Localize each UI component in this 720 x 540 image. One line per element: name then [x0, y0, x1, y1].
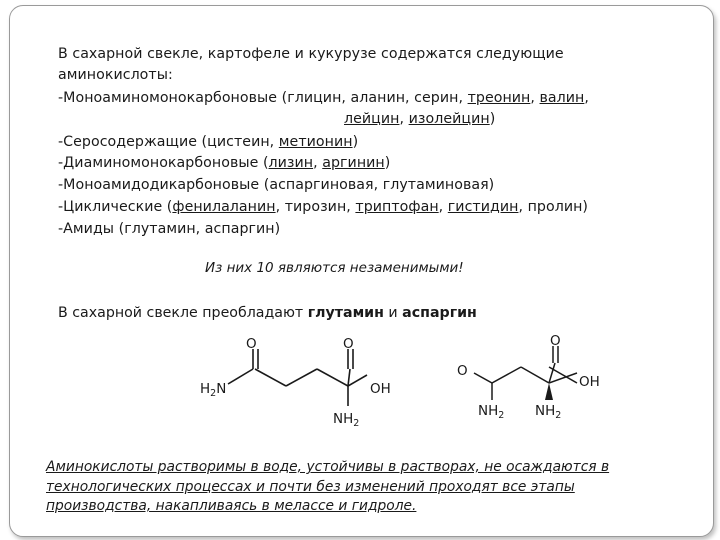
group-text: ,: [530, 90, 540, 106]
essential-isoleucine: изолейцин: [408, 111, 490, 127]
essential-threonine: треонин: [467, 90, 531, 106]
conclusion-line1: Аминокислоты растворимы в воде, устойчивы в растворах, не осаждаются в: [46, 459, 610, 475]
conclusion-line3: производства, накапливаясь в мелассе и гидроле.: [46, 498, 417, 514]
essential-histidine: гистидин: [447, 199, 519, 215]
asparagine-amide-nh2: $NH_2$: [478, 403, 505, 421]
glutamine-nh2: $NH_2$: [333, 411, 360, 429]
essential-methionine: метионин: [278, 134, 353, 150]
intro-line2: аминокислоты:: [58, 67, 173, 83]
prevail-glutamine: глутамин: [307, 305, 384, 321]
group-text: -Моноаминомонокарбоновые (глицин, аланин, серин,: [58, 90, 468, 106]
glutamine-oh: OH: [370, 381, 391, 397]
conclusion-line2: технологических процессах и почти без изменений проходят все этапы: [46, 478, 575, 495]
glutamine-acid-oxygen: O: [343, 336, 354, 352]
asparagine-acid-oxygen: O: [550, 333, 561, 349]
prevail-text: В сахарной свекле преобладают: [58, 305, 308, 321]
group-text: ): [489, 111, 496, 127]
group-text: , тирозин,: [275, 199, 356, 215]
conclusion-paragraph: [46, 458, 686, 517]
group-amido: -Моноамидодикарбоновые (аспаргиновая, глутаминовая): [58, 177, 495, 193]
essential-arginine: аргинин: [322, 155, 385, 171]
asparagine-structure: [474, 346, 577, 400]
asparagine-oh: OH: [579, 374, 600, 390]
essential-leucine: лейцин: [344, 111, 400, 127]
essential-tryptophan: триптофан: [355, 199, 439, 215]
group-text: -Циклические (: [58, 199, 173, 215]
glutamine-h2n: $H_2N$: [200, 381, 227, 399]
group-amides: -Амиды (глутамин, аспаргин): [58, 221, 281, 237]
group-text: , пролин): [518, 199, 588, 215]
glutamine-structure: [228, 349, 367, 406]
group-text: ,: [399, 111, 409, 127]
group-text: ): [352, 134, 359, 150]
glutamine-amide-oxygen: O: [246, 336, 257, 352]
asparagine-amide-oxygen: O: [457, 363, 468, 379]
essential-lysine: лизин: [268, 155, 314, 171]
essential-note: Из них 10 являются незаменимыми!: [205, 260, 464, 276]
group-text: ): [384, 155, 391, 171]
asparagine-alpha-nh2: $NH_2$: [535, 403, 562, 421]
group-text: -Диаминомонокарбоновые (: [58, 155, 269, 171]
group-text: ,: [313, 155, 323, 171]
prevail-text: и: [383, 305, 403, 321]
essential-phenylalanine: фенилаланин: [172, 199, 276, 215]
asparagine-wedge: [545, 383, 553, 400]
intro-line1: В сахарной свекле, картофеле и кукурузе содержатся следующие: [58, 46, 564, 62]
group-text: ,: [438, 199, 448, 215]
group-text: ,: [584, 90, 589, 106]
group-text: -Серосодержащие (цистеин,: [58, 134, 279, 150]
prevail-asparagine: аспаргин: [402, 305, 477, 321]
essential-valine: валин: [539, 90, 585, 106]
